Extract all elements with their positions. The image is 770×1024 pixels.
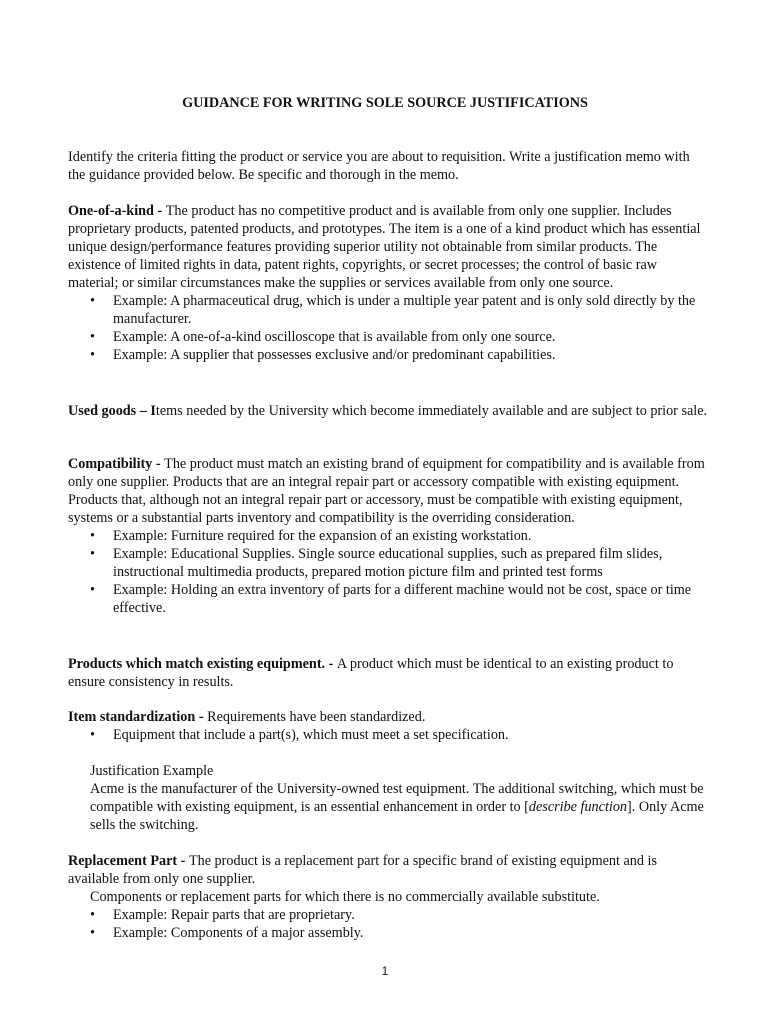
section-item-standardization <box>68 708 708 834</box>
section-used-goods <box>68 402 708 420</box>
compatibility-examples <box>68 527 708 617</box>
page-number: 1 <box>381 964 389 978</box>
list-item: • Example: A pharmaceutical drug, which is under a multiple year patent and is only sold directly by the manufacturer. <box>68 292 708 328</box>
list-item: • Example: Repair parts that are proprietary. <box>68 906 708 924</box>
one-of-a-kind-paragraph <box>68 202 708 292</box>
example-text-start: Acme is the manufacturer of the University-owned test equipment. The additional switching, which must be compatible with existing equipment, is an essential enhancement in order to [ <box>90 781 704 815</box>
justification-example-text <box>68 780 708 834</box>
item-standardization-text: Requirements have been standardized. <box>207 709 426 725</box>
section-one-of-a-kind <box>68 202 708 364</box>
list-item: • Equipment that include a part(s), which must meet a set specification. <box>68 726 708 744</box>
one-of-a-kind-heading: One-of-a-kind - <box>68 203 166 219</box>
section-products-match <box>68 655 708 691</box>
example-italic-text: describe function <box>528 799 628 815</box>
compatibility-heading: Compatibility - <box>68 456 165 472</box>
one-of-a-kind-examples <box>68 292 708 364</box>
products-match-heading: Products which match existing equipment. - <box>68 656 337 672</box>
used-goods-text: tems needed by the University which become immediately available and are subject to prior sale. <box>155 403 708 419</box>
compatibility-paragraph <box>68 455 708 527</box>
example-text-end: ]. Only Acme sells the switching. <box>90 799 704 833</box>
list-item: • Example: Educational Supplies. Single source educational supplies, such as prepared film slides, instructional multimedia products, prepared motion picture film and printed test forms <box>68 545 708 581</box>
item-standardization-heading: Item standardization - <box>68 709 208 725</box>
item-standardization-list <box>68 726 708 744</box>
replacement-part-paragraph <box>68 852 708 888</box>
products-match-paragraph <box>68 655 708 691</box>
list-item: • Example: Furniture required for the expansion of an existing workstation. <box>68 527 708 545</box>
intro-paragraph <box>68 148 708 184</box>
used-goods-paragraph <box>68 402 708 420</box>
compatibility-text: The product must match an existing brand of equipment for compatibility and is available from only one supplier. Products that are an integral repair part or accessory compatible with existing equipment. Products that, although not an integral repair part or accessory, must be compatible with existing equipment, systems or a substantial parts inventory and compatibility is the overriding consideration. <box>68 456 705 526</box>
item-standardization-paragraph <box>68 708 708 726</box>
replacement-part-subtext: Components or replacement parts for which there is no commercially available substitute. <box>90 889 600 905</box>
justification-example-heading: Justification Example <box>90 763 214 779</box>
used-goods-heading: Used goods – I <box>68 403 156 419</box>
intro-text: Identify the criteria fitting the product or service you are about to requisition. Write a justification memo with the guidance provided below. Be specific and thorough in the memo. <box>68 149 690 183</box>
products-match-text: A product which must be identical to an existing product to ensure consistency in results. <box>68 656 674 690</box>
replacement-part-heading: Replacement Part - <box>68 853 189 869</box>
section-replacement-part <box>68 852 708 942</box>
section-compatibility <box>68 455 708 617</box>
replacement-part-examples <box>68 906 708 942</box>
list-item: • Example: Holding an extra inventory of parts for a different machine would not be cost, space or time effective. <box>68 581 708 617</box>
list-item: • Example: Components of a major assembly. <box>68 924 708 942</box>
list-item: • Example: A one-of-a-kind oscilloscope that is available from only one source. <box>68 328 708 346</box>
page-title: GUIDANCE FOR WRITING SOLE SOURCE JUSTIFICATIONS <box>182 95 588 111</box>
one-of-a-kind-text: The product has no competitive product and is available from only one supplier. Includes proprietary products, patented products, and prototypes. The item is a one of a kind product which has essential unique design/performance features providing superior utility not obtainable from similar products. The existence of limited rights in data, patent rights, copyrights, or secret processes; the control of basic raw material; or similar circumstances make the supplies or services available from only one source. <box>68 203 701 291</box>
list-item: • Example: A supplier that possesses exclusive and/or predominant capabilities. <box>68 346 708 364</box>
replacement-part-text: The product is a replacement part for a specific brand of existing equipment and is available from only one supplier. <box>68 853 657 887</box>
